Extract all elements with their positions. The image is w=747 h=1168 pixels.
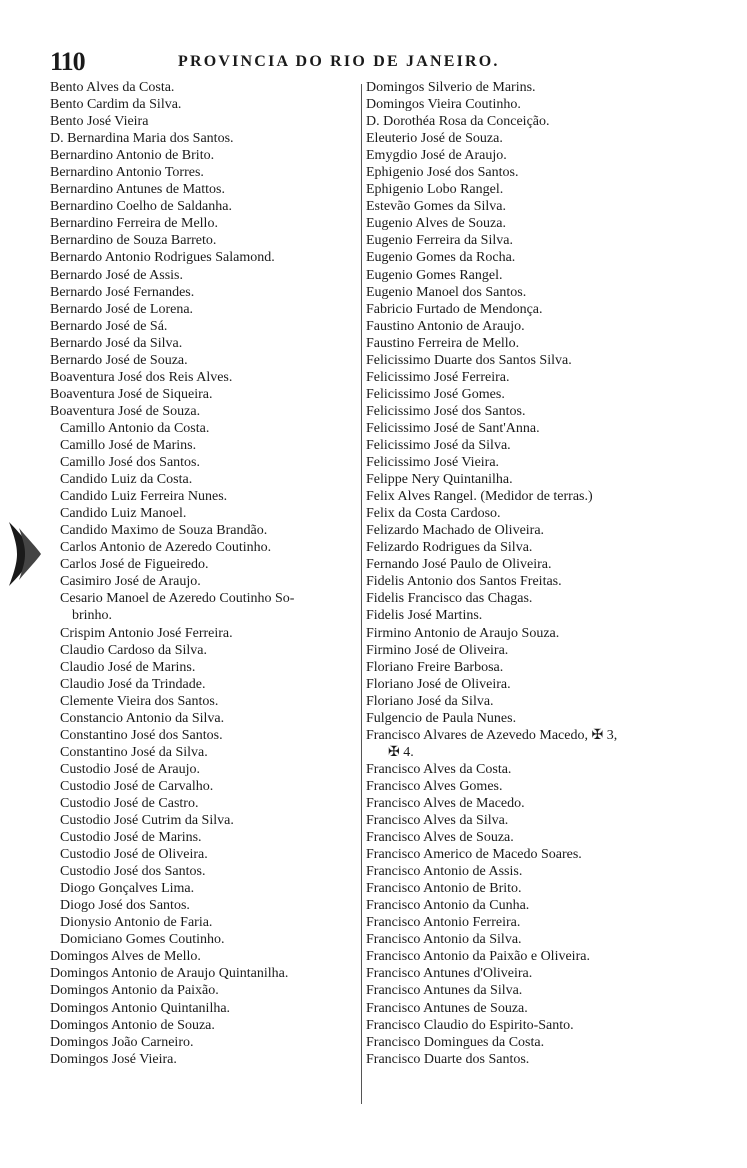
list-item: Custodio José de Araujo. — [60, 761, 200, 777]
list-item: Domingos Antonio de Souza. — [50, 1017, 215, 1033]
list-item: Emygdio José de Araujo. — [366, 148, 507, 164]
list-item: Candido Luiz Ferreira Nunes. — [60, 489, 228, 505]
list-item: Francisco Antunes da Silva. — [366, 983, 523, 999]
list-item: Bernardo José de Assis. — [50, 267, 183, 283]
list-item: Bernardo José de Sá. — [50, 318, 168, 334]
list-item: Cesario Manoel de Azeredo Coutinho So- — [60, 591, 295, 607]
list-item: ✠ 4. — [388, 744, 414, 760]
list-item: Camillo José dos Santos. — [60, 455, 201, 471]
list-item: Domingos Vieira Coutinho. — [366, 97, 521, 113]
list-item: Francisco Antonio Ferreira. — [366, 915, 521, 931]
list-item: Bernardino Coelho de Saldanha. — [50, 199, 232, 215]
list-item: Carlos José de Figueiredo. — [60, 557, 209, 573]
list-item: Faustino Antonio de Araujo. — [366, 318, 525, 334]
list-item: Domingos José Vieira. — [50, 1051, 177, 1067]
list-item: Estevão Gomes da Silva. — [366, 199, 506, 215]
list-item: Custodio José de Oliveira. — [60, 847, 208, 863]
list-item: Custodio José Cutrim da Silva. — [60, 813, 234, 829]
list-item: Carlos Antonio de Azeredo Coutinho. — [60, 540, 272, 556]
list-item: Bento José Vieira — [50, 114, 149, 130]
list-item: Bernardino Ferreira de Mello. — [50, 216, 218, 232]
list-item: Claudio Cardoso da Silva. — [60, 642, 207, 658]
list-item: Felicissimo Duarte dos Santos Silva. — [366, 352, 572, 368]
list-item: Crispim Antonio José Ferreira. — [60, 625, 233, 641]
list-item: Firmino José de Oliveira. — [366, 642, 509, 658]
list-item: Francisco Alves da Silva. — [366, 813, 509, 829]
list-item: Francisco Domingues da Costa. — [366, 1034, 545, 1050]
list-item: Constantino José da Silva. — [60, 744, 208, 760]
list-item: Casimiro José de Araujo. — [60, 574, 201, 590]
list-item: Bernardo José Fernandes. — [50, 284, 195, 300]
list-item: Fabricio Furtado de Mendonça. — [366, 301, 543, 317]
list-item: Candido Luiz Manoel. — [60, 506, 187, 522]
list-item: Felix Alves Rangel. (Medidor de terras.) — [366, 489, 593, 505]
list-item: Fidelis Antonio dos Santos Freitas. — [366, 574, 562, 590]
list-item: Domingos Antonio Quintanilha. — [50, 1000, 231, 1016]
list-item: Eugenio Manoel dos Santos. — [366, 284, 527, 300]
list-item: Felicissimo José Ferreira. — [366, 369, 510, 385]
list-item: Bernardino Antonio de Brito. — [50, 148, 215, 164]
list-item: Felizardo Rodrigues da Silva. — [366, 540, 533, 556]
list-item: Felicissimo José da Silva. — [366, 437, 511, 453]
list-item: Constantino José dos Santos. — [60, 727, 223, 743]
page-header — [50, 47, 710, 79]
list-item: Bernardo Antonio Rodrigues Salamond. — [50, 250, 275, 266]
list-item: Bento Alves da Costa. — [50, 80, 175, 95]
list-item: D. Dorothéa Rosa da Conceição. — [366, 114, 550, 130]
list-item: Eugenio Gomes Rangel. — [366, 267, 503, 283]
list-item: Fidelis Francisco das Chagas. — [366, 591, 533, 607]
list-item: Felix da Costa Cardoso. — [366, 506, 501, 522]
list-item: Bernardo José de Lorena. — [50, 301, 194, 317]
list-item: Firmino Antonio de Araujo Souza. — [366, 625, 560, 641]
list-item: Felicissimo José Vieira. — [366, 455, 500, 471]
list-item: Francisco Alves Gomes. — [366, 778, 503, 794]
list-item: Bernardo José da Silva. — [50, 335, 183, 351]
list-item: Camillo Antonio da Costa. — [60, 420, 210, 436]
running-title: PROVINCIA DO RIO DE JANEIRO. — [178, 53, 500, 70]
list-item: D. Bernardina Maria dos Santos. — [50, 131, 234, 147]
list-item: Floriano José da Silva. — [366, 693, 494, 709]
list-item: Francisco Antonio de Assis. — [366, 864, 523, 880]
list-item: Felicissimo José Gomes. — [366, 386, 505, 402]
list-item: Fulgencio de Paula Nunes. — [366, 710, 517, 726]
list-item: Camillo José de Marins. — [60, 437, 197, 453]
list-item: Francisco Antonio de Brito. — [366, 881, 522, 897]
right-column — [366, 79, 696, 1068]
list-item: Clemente Vieira dos Santos. — [60, 693, 219, 709]
list-item: Francisco Antonio da Paixão e Oliveira. — [366, 949, 590, 965]
list-item: Eugenio Alves de Souza. — [366, 216, 506, 232]
list-item: Domingos Silverio de Marins. — [366, 80, 536, 95]
list-item: Domiciano Gomes Coutinho. — [60, 932, 225, 948]
list-item: Constancio Antonio da Silva. — [60, 710, 225, 726]
list-item: Floriano Freire Barbosa. — [366, 659, 504, 675]
list-item: Francisco Americo de Macedo Soares. — [366, 847, 582, 863]
printer-ornament-icon — [5, 518, 45, 590]
list-item: Fidelis José Martins. — [366, 608, 483, 624]
list-item: Boaventura José de Souza. — [50, 403, 201, 419]
list-item: Domingos Alves de Mello. — [50, 949, 201, 965]
list-item: brinho. — [72, 608, 113, 624]
list-item: Bernardo José de Souza. — [50, 352, 188, 368]
list-item: Felizardo Machado de Oliveira. — [366, 523, 545, 539]
list-item: Candido Luiz da Costa. — [60, 472, 193, 488]
list-item: Eleuterio José de Souza. — [366, 131, 503, 147]
list-item: Claudio José de Marins. — [60, 659, 196, 675]
list-item: Francisco Alves da Costa. — [366, 761, 512, 777]
list-item: Claudio José da Trindade. — [60, 676, 206, 692]
left-column — [50, 79, 356, 1068]
list-item: Domingos Antonio de Araujo Quintanilha. — [50, 966, 289, 982]
list-item: Francisco Claudio do Espirito-Santo. — [366, 1017, 574, 1033]
list-item: Fernando José Paulo de Oliveira. — [366, 557, 552, 573]
list-item: Felicissimo José de Sant'Anna. — [366, 420, 540, 436]
list-item: Boaventura José dos Reis Alves. — [50, 369, 233, 385]
list-item: Domingos Antonio da Paixão. — [50, 983, 219, 999]
list-item: Boaventura José de Siqueira. — [50, 386, 213, 402]
list-item: Bento Cardim da Silva. — [50, 97, 182, 113]
list-item: Francisco Antonio da Cunha. — [366, 898, 530, 914]
list-item: Custodio José de Marins. — [60, 830, 202, 846]
list-item: Custodio José de Castro. — [60, 795, 199, 811]
list-item: Bernardino de Souza Barreto. — [50, 233, 217, 249]
list-item: Francisco Alvares de Azevedo Macedo, ✠ 3, — [366, 727, 618, 743]
list-item: Bernardino Antunes de Mattos. — [50, 182, 225, 198]
list-item: Eugenio Ferreira da Silva. — [366, 233, 513, 249]
list-item: Floriano José de Oliveira. — [366, 676, 511, 692]
list-item: Francisco Alves de Souza. — [366, 830, 514, 846]
column-divider — [361, 84, 362, 1104]
list-item: Diogo Gonçalves Lima. — [60, 881, 195, 897]
list-item: Domingos João Carneiro. — [50, 1034, 194, 1050]
list-item: Diogo José dos Santos. — [60, 898, 190, 914]
list-item: Francisco Duarte dos Santos. — [366, 1051, 530, 1067]
list-item: Custodio José de Carvalho. — [60, 778, 214, 794]
list-item: Ephigenio Lobo Rangel. — [366, 182, 504, 198]
list-item: Faustino Ferreira de Mello. — [366, 335, 520, 351]
list-item: Felippe Nery Quintanilha. — [366, 472, 513, 488]
list-item: Francisco Antonio da Silva. — [366, 932, 522, 948]
list-item: Felicissimo José dos Santos. — [366, 403, 526, 419]
list-item: Ephigenio José dos Santos. — [366, 165, 519, 181]
list-item: Francisco Antunes d'Oliveira. — [366, 966, 533, 982]
page-number: 110 — [50, 47, 85, 76]
list-item: Dionysio Antonio de Faria. — [60, 915, 213, 931]
list-item: Francisco Alves de Macedo. — [366, 795, 525, 811]
list-item: Francisco Antunes de Souza. — [366, 1000, 528, 1016]
list-item: Custodio José dos Santos. — [60, 864, 206, 880]
list-item: Bernardino Antonio Torres. — [50, 165, 204, 181]
list-item: Candido Maximo de Souza Brandão. — [60, 523, 268, 539]
list-item: Eugenio Gomes da Rocha. — [366, 250, 516, 266]
